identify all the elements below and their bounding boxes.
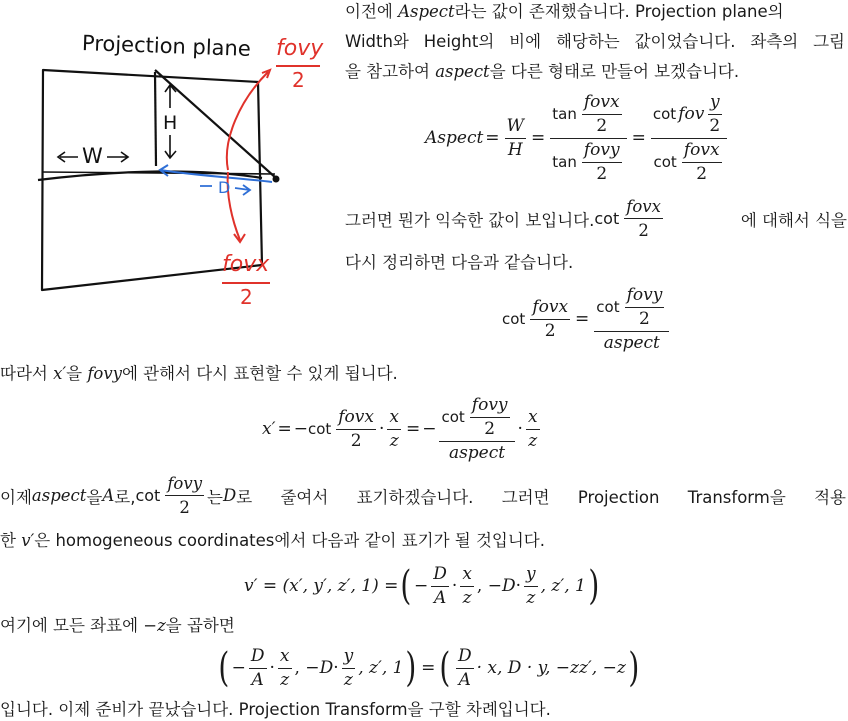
text: 이전에 [345, 2, 399, 21]
frac-inner [582, 92, 622, 137]
num: D [431, 564, 449, 587]
num: y [342, 646, 356, 669]
math-d: D [501, 576, 516, 596]
text: 에 관해서 다시 표현할 수 있게 됩니다. [122, 364, 398, 383]
den: A [251, 669, 264, 690]
frac-fovx [530, 297, 570, 342]
label-w: W [82, 144, 103, 168]
den: 2 [596, 163, 608, 184]
num: fovy [582, 140, 622, 163]
text: 을 참고하여 [345, 62, 436, 81]
den: A [433, 587, 447, 608]
math-fov: fov [678, 103, 705, 124]
eq-equals: = [421, 658, 436, 678]
label-fovx-den: 2 [240, 285, 253, 309]
eq-minus: − [231, 658, 246, 678]
den: 2 [484, 418, 496, 439]
eq-dot: · [333, 658, 339, 678]
eq-lhs: x′ [262, 419, 276, 439]
text: 을 다른 형태로 만들어 보겠습니다. [489, 62, 740, 81]
num: D [456, 646, 474, 669]
eq-equals: = [405, 419, 421, 439]
math-d: D [319, 658, 334, 678]
frac-d-a [431, 564, 449, 609]
den: 2 [544, 320, 556, 341]
den: 2 [639, 308, 650, 329]
eq-dot: · [451, 576, 458, 596]
frac-x-z [460, 564, 474, 609]
num: fovx [682, 140, 722, 163]
para5 [0, 615, 235, 637]
label-fovx: fovx [222, 252, 270, 277]
den: z [280, 669, 290, 690]
frac-num [439, 395, 514, 442]
eq-rhs: · x, D · y, −zz′, −z [476, 658, 626, 678]
frac-fovx [336, 407, 376, 452]
eq-lhs: Aspect [425, 128, 484, 148]
fn-cot: cot [441, 407, 465, 426]
frac-tan-tan [550, 92, 626, 185]
eq-dot: · [517, 419, 523, 439]
text: 는 [207, 487, 223, 507]
num: fovy [625, 285, 665, 308]
fn-cot: cot [502, 310, 526, 328]
num: fovx [530, 297, 570, 320]
text: 그러면 뭔가 익숙한 값이 보입니다. [345, 210, 595, 230]
eq-dot: · [269, 658, 275, 678]
eq-minus: − [414, 576, 429, 596]
para4-line2 [0, 530, 545, 552]
math-minus-z: −z [143, 616, 166, 635]
label-h: H [163, 112, 178, 134]
para2-line1 [345, 196, 847, 241]
frac-cot-cot [651, 92, 727, 185]
den: 2 [179, 498, 190, 517]
equation-scaled [216, 640, 641, 696]
frac-inner [682, 140, 722, 185]
text: 따라서 [0, 364, 54, 383]
equation-cot-fovx [502, 283, 672, 355]
text: 한 [0, 531, 22, 550]
text: 에 대해서 식을 [740, 210, 847, 230]
left-paren: ( [400, 563, 412, 609]
eq-equals: = [531, 128, 546, 148]
frac-inner [470, 395, 510, 440]
math-aspect: aspect [31, 486, 87, 505]
fn-cot: cot [135, 486, 161, 505]
frac-den [550, 139, 626, 185]
frac-num: W [505, 116, 526, 139]
math-d: D [222, 486, 237, 505]
inline-frac [165, 473, 204, 518]
eq-minus: − [422, 419, 437, 439]
den: 2 [596, 115, 608, 136]
num: fovy [165, 473, 204, 496]
eq-equals: = [631, 128, 646, 148]
frac-d-a [249, 646, 267, 691]
eq-dot: · [378, 419, 385, 439]
label-d: D [218, 178, 231, 197]
left-paren: ( [218, 645, 230, 691]
frac-w-h [505, 116, 526, 161]
text: 라는 값이 존재했습니다. Projection plane의 [454, 2, 784, 21]
math-xprime: x′ [53, 364, 67, 383]
text: 은 homogeneous coordinates에서 다음과 같이 표기가 될 것입니다. [34, 531, 545, 550]
right-paren: ) [588, 563, 600, 609]
fn-cot: cot [596, 297, 620, 316]
fn-cot: cot [652, 104, 677, 123]
text: 을 곱하면 [165, 616, 235, 635]
text: 을 [66, 364, 88, 383]
frac-main [439, 395, 514, 464]
para1-line3 [345, 61, 845, 83]
frac-num [550, 92, 626, 139]
para1-line2: Width와 Height의 비에 해당하는 값이었습니다. 좌측의 그림 [345, 32, 845, 51]
right-paren: ) [405, 645, 417, 691]
frac-x-z [278, 646, 292, 691]
eq-tail: , z′, 1 [540, 576, 586, 596]
fn-cot: cot [594, 209, 620, 228]
den: 2 [709, 115, 721, 136]
den: z [528, 430, 538, 451]
frac-num [594, 285, 669, 332]
frac-inner [582, 140, 622, 185]
den: z [462, 587, 472, 608]
equation-xprime [262, 392, 543, 466]
eq-equals: = [575, 309, 590, 329]
frac-x-z [526, 407, 540, 452]
text: 로 줄여서 표기하겠습니다. 그러면 Projection Transform을 적용 [236, 487, 846, 507]
eq-equals: = [277, 419, 292, 439]
right-paren: ) [628, 645, 640, 691]
fn-cot: cot [307, 420, 332, 438]
projection-figure [0, 0, 335, 320]
para6: 입니다. 이제 준비가 끝났습니다. Projection Transform을 구할 차례입니다. [0, 700, 551, 719]
num: D [249, 646, 267, 669]
frac-y-z [342, 646, 356, 691]
frac-den: H [507, 139, 523, 160]
frac-inner [707, 92, 722, 137]
label-projection-plane: Projection plane [81, 31, 252, 61]
eq-minus: − [293, 419, 308, 439]
fn-tan: tan [552, 104, 577, 123]
frac-den: aspect [448, 442, 506, 463]
den: 2 [350, 430, 362, 451]
left-paren: ( [439, 645, 451, 691]
frac-inner [625, 285, 665, 330]
math-aspect: aspect [435, 62, 490, 81]
eq-equals: = [485, 128, 500, 148]
math-a: A [102, 486, 115, 505]
num: fovx [624, 196, 663, 219]
num: fovy [470, 395, 510, 418]
math-fovy: fovy [87, 364, 122, 383]
frac-d-a [456, 646, 474, 691]
frac-y-z [524, 564, 538, 609]
math-vprime: v′ [21, 531, 35, 550]
num: y [524, 564, 538, 587]
equation-aspect [425, 90, 730, 186]
equation-vprime [244, 560, 601, 612]
den: 2 [638, 221, 649, 240]
inline-frac [624, 196, 663, 241]
num: x [526, 407, 540, 430]
frac-main [594, 285, 669, 354]
num: y [708, 92, 722, 115]
num: x [387, 407, 401, 430]
math-aspect: Aspect [398, 2, 455, 21]
eq-comma: , − [476, 576, 502, 596]
label-fovy: fovy [276, 36, 324, 61]
fn-tan: tan [552, 152, 577, 171]
den: z [343, 669, 353, 690]
para2-line2: 다시 정리하면 다음과 같습니다. [345, 253, 574, 272]
text: 이제 [0, 487, 32, 507]
eq-lhs: v′ = (x′, y′, z′, 1) = [244, 576, 399, 596]
den: 2 [696, 163, 708, 184]
text: 을 [86, 487, 103, 507]
frac-num [651, 92, 727, 139]
para4-line1 [0, 473, 846, 518]
frac-x-z [387, 407, 401, 452]
eq-comma: , − [294, 658, 320, 678]
eq-dot: · [515, 576, 522, 596]
num: fovx [582, 92, 622, 115]
text: 로, [114, 487, 136, 507]
den: z [389, 430, 399, 451]
fn-cot: cot [653, 152, 677, 171]
para1-line1 [345, 1, 845, 23]
num: x [460, 564, 474, 587]
label-fovy-den: 2 [292, 68, 305, 92]
text: 여기에 모든 좌표에 [0, 616, 144, 635]
frac-den [652, 139, 727, 185]
den: z [526, 587, 536, 608]
num: fovx [336, 407, 376, 430]
para3 [0, 363, 398, 385]
den: A [458, 669, 471, 690]
eq-tail: , z′, 1 [358, 658, 404, 678]
frac-den: aspect [603, 332, 660, 353]
num: x [278, 646, 292, 669]
